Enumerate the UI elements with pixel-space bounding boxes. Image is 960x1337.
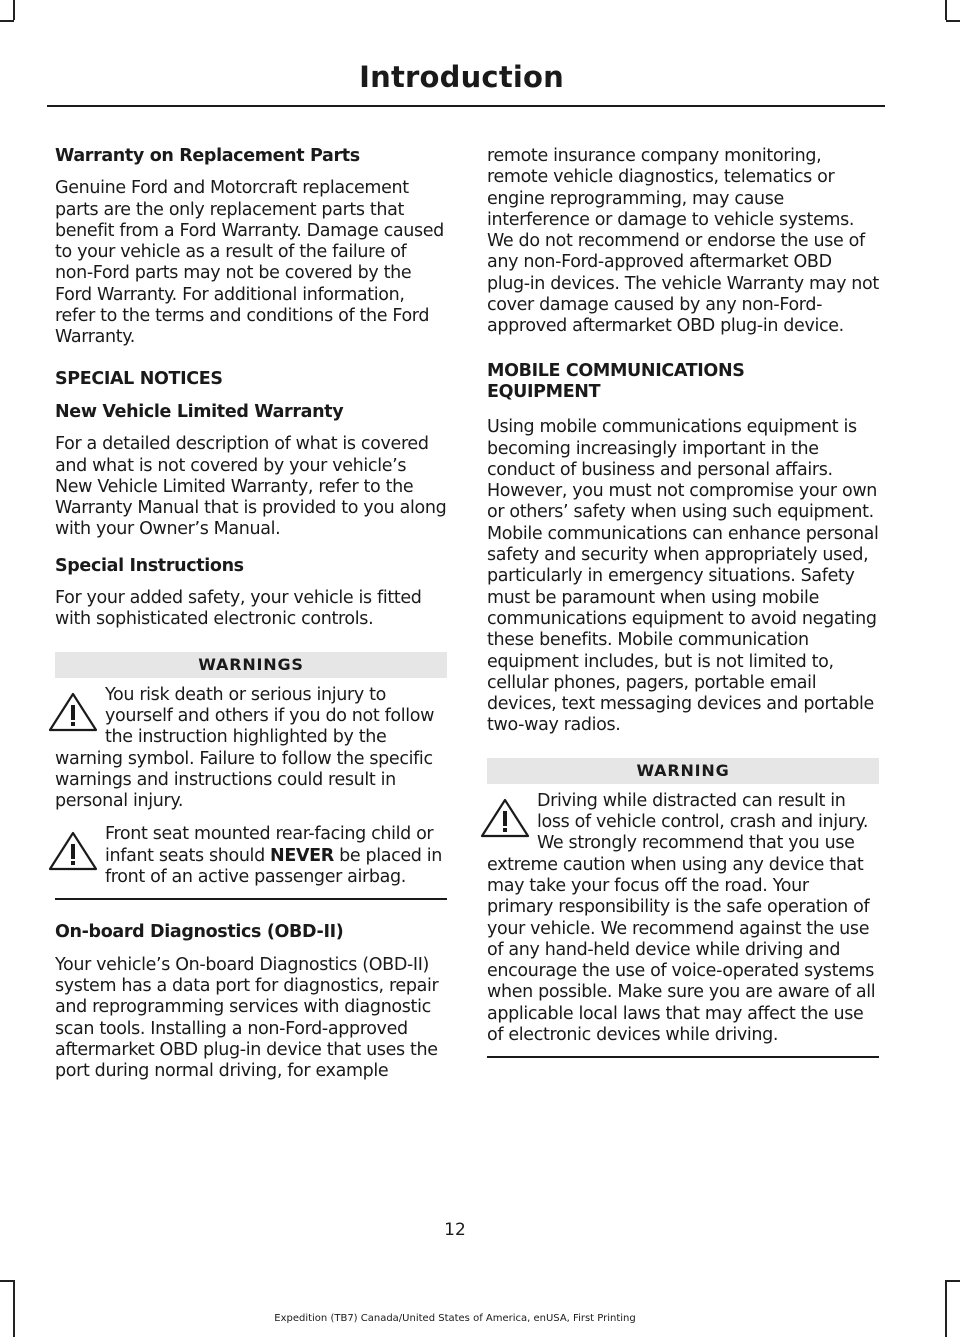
page-title: Introduction — [359, 60, 564, 94]
crop-mark — [0, 1280, 14, 1282]
obd-text-continued: remote insurance company monitoring, remote vehicle diagnostics, telematics or engine reprogramming, may cause interference or damage to vehicle systems. We do not recommend or endorse the use of any non-Ford-approved aftermarket OBD plug-in devices. The vehicle Warranty may not cover damage caused by any non-Ford-approved aftermarket OBD plug-in device. — [487, 146, 879, 337]
warning-text-post: be placed in front of an active passenger airbag. — [105, 845, 443, 888]
warranty-heading: Warranty on Replacement Parts — [55, 146, 360, 166]
warning-triangle-icon — [47, 691, 99, 733]
mobile-text: Using mobile communications equipment is becoming increasingly important in the conduct of business and personal affairs. However, you must not compromise your own or others’ safety when using such equipment. Mobile communications can enhance personal safety and security when appropriately used, particularly in emergency situations. Safety must be paramount when using mobile communications equipment to avoid negating these benefits. Mobile communication equipment includes, but is not limited to, cellular phones, pagers, portable email devices, text messaging devices and portable two-way radios. — [487, 417, 879, 736]
warning-emphasis: NEVER — [270, 845, 334, 866]
warning-triangle-icon — [479, 797, 531, 839]
mobile-heading-line2: EQUIPMENT — [487, 381, 601, 402]
left-column — [55, 146, 447, 1082]
warning-text-pre: Front seat mounted rear-facing child or infant seats should — [105, 824, 434, 866]
warning-header: WARNING — [487, 758, 879, 784]
crop-mark — [945, 1280, 947, 1337]
crop-mark — [0, 20, 14, 22]
mobile-heading-line1: MOBILE COMMUNICATIONS — [487, 360, 745, 381]
nvlw-heading: New Vehicle Limited Warranty — [55, 401, 344, 422]
special-instructions-text: For your added safety, your vehicle is fitted with sophisticated electronic controls. — [55, 588, 422, 630]
obd-text: Your vehicle’s On-board Diagnostics (OBD-II) system has a data port for diagnostics, repair and reprogramming services with diagnostic scan tools. Installing a non-Ford-approved aftermarket OBD plug-in device that uses the port during normal driving, for example — [55, 954, 439, 1082]
warning-text: You risk death or serious injury to yourself and others if you do not follow the instruction highlighted by the warning symbol. Failure to follow the specific warnings and instructions could result in personal injury. — [55, 684, 435, 812]
special-notices-heading: SPECIAL NOTICES — [55, 368, 223, 389]
warning-text: Driving while distracted can result in loss of vehicle control, crash and injury. We strongly recommend that you use extreme caution when using any device that may take your focus off the road. Your primary responsibility is the safe operation of your vehicle. We recommend against the use of any hand-held device while driving and encourage the use of voice-operated systems when possible. Make sure you are aware of all applicable local laws that may affect the use of electronic devices while driving. — [487, 790, 876, 1045]
warning-triangle-icon — [47, 830, 99, 872]
crop-mark — [946, 20, 960, 22]
right-column — [487, 146, 879, 1058]
crop-mark — [13, 0, 15, 20]
warnings-header: WARNINGS — [55, 652, 447, 678]
warning-item — [55, 824, 447, 888]
warranty-text: Genuine Ford and Motorcraft replacement parts are the only replacement parts that benefit from a Ford Warranty. Damage caused to your vehicle as a result of the failure of non-Ford parts may not be covered by the Ford Warranty. For additional information, refer to the terms and conditions of the Ford Warranty. — [55, 178, 444, 348]
special-instructions-heading: Special Instructions — [55, 555, 244, 576]
warning-end-rule — [487, 1056, 879, 1058]
crop-mark — [946, 1280, 960, 1282]
mobile-heading — [487, 361, 879, 404]
warning-item — [487, 791, 879, 1047]
footer-info: Expedition (TB7) Canada/United States of America, enUSA, First Printing — [274, 1313, 636, 1324]
warnings-end-rule — [55, 898, 447, 900]
page-number: 12 — [444, 1220, 466, 1240]
nvlw-text: For a detailed description of what is covered and what is not covered by your vehicle’s New Vehicle Limited Warranty, refer to the Warranty Manual that is provided to you along with your Owner’s Manual. — [55, 434, 447, 540]
header-rule — [47, 105, 885, 107]
obd-heading: On-board Diagnostics (OBD-II) — [55, 922, 344, 943]
warning-item — [55, 685, 447, 813]
crop-mark — [13, 1280, 15, 1337]
crop-mark — [945, 0, 947, 20]
